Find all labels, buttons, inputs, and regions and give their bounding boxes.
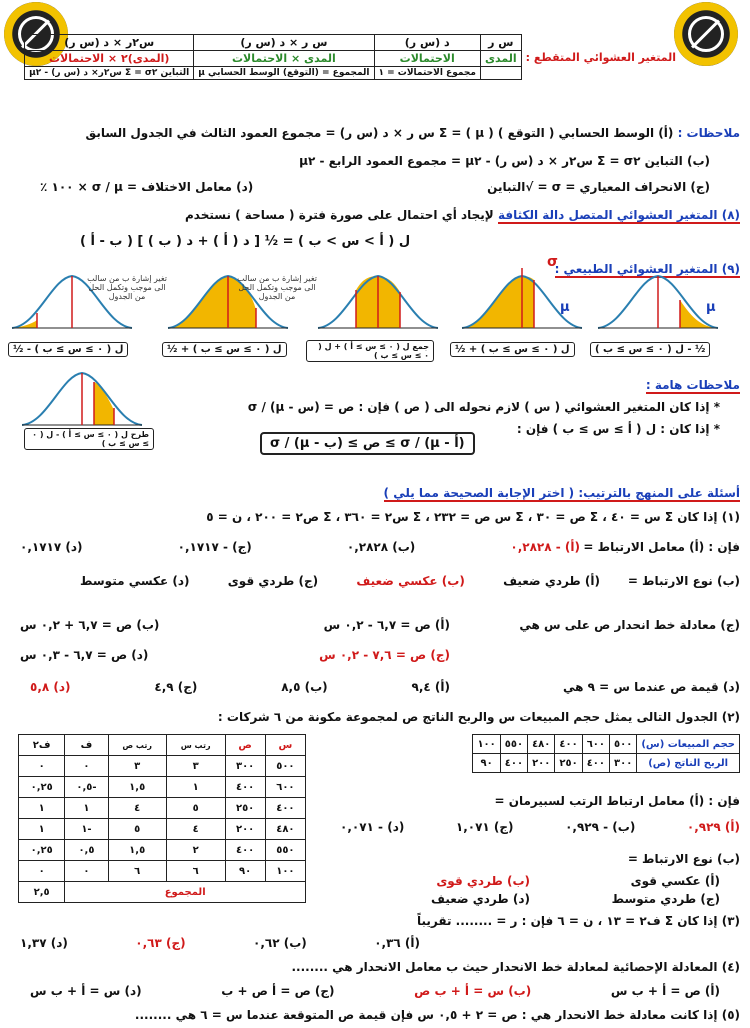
profit-cell: ٢٥٠: [555, 754, 582, 773]
mu-label-2: μ: [706, 300, 716, 315]
profit-cell: ٤٠٠: [500, 754, 527, 773]
curve-box-6: طرح ل ( ٠ ≥ س ≥ أ ) - ل ( ٠ ≥ س ≥ ب ): [24, 428, 154, 450]
q1a-question: فإن : (أ) معامل الارتباط =: [583, 540, 740, 554]
important-title-line: [646, 378, 740, 392]
profit-cell: ٤٠٠: [582, 754, 609, 773]
table-total-row: [19, 882, 306, 903]
q2a-opt-d: (د) - ٠,٠٧١: [340, 820, 405, 834]
q4-options: [30, 984, 720, 998]
q1b-opt-c: (ج) طردي قوى: [227, 574, 319, 588]
col2-h1: د (س ر): [374, 35, 480, 51]
questions-title: أسئلة على المنهج بالترتيب: ( اختر الإجابة الصحيحة مما يلي ): [383, 486, 740, 500]
q4-opt-a: (أ) ص = أ + ب س: [610, 984, 720, 998]
profit-cell: ٢٠٠: [528, 754, 555, 773]
q1d-opt-b: (ب) ٨,٥: [281, 680, 328, 694]
s9-title: (٩) المتغير العشوائي الطبيعي :: [554, 262, 740, 276]
q2b-opt-b: (ب) طردي قوى: [436, 874, 530, 888]
q2a-question: فإن : (أ) معامل ارتباط الرتب لسبيرمان =: [494, 794, 740, 808]
q2a-opt-a: (أ) ٠,٩٢٩: [686, 820, 740, 834]
q1b-options: [80, 574, 600, 588]
rank-head: ص: [225, 735, 265, 756]
col1-h2: المدى: [480, 51, 521, 67]
q4-question: (٤) المعادلة الإحصائية لمعادلة خط الانحدار حيث ب معامل الانحدار هي ........: [291, 960, 740, 974]
total-value: ٢,٥: [19, 882, 65, 903]
rank-head: رتب س: [166, 735, 225, 756]
sales-cell: ٦٠٠: [582, 735, 609, 754]
questions-title-line: [384, 486, 740, 500]
q3-options: [20, 936, 420, 950]
important-box: (أ - μ) / σ ≥ ص ≥ (ب - μ) / σ: [260, 436, 475, 451]
q1b-opt-a: (أ) طردي ضعيف: [503, 574, 600, 588]
note-a: (أ) الوسط الحسابي ( التوقع ) ( μ ) = Σ س ر × د (س ر) = مجموع العمود الثالث في الجدول السابق: [85, 126, 674, 140]
s8-formula: ل ( أ > س > ب ) = ½ [ د ( أ ) + د ( ب ) ] ( ب - أ ): [80, 234, 411, 249]
q1d-options: [30, 680, 450, 694]
q2a-opt-b: (ب) - ٠,٩٢٩: [565, 820, 636, 834]
important-l1: * إذا كان المتغير العشوائي ( س ) لازم نحوله الى ( ص ) فإن : ص = (س - μ) / σ: [247, 400, 720, 414]
rank-head: رتب ص: [108, 735, 166, 756]
profit-label: الربح الناتج (ص): [637, 754, 740, 773]
q1a-options: [20, 540, 580, 554]
note-c: (ج) الانحراف المعياري = σ = √التباين: [487, 180, 710, 194]
q1b-opt-b: (ب) عكسي ضعيف: [356, 574, 465, 588]
q3-question: (٣) إذا كان Σ ف٢ = ١٣ ، ن = ٦ فإن : ر = ........ تقريباً: [416, 914, 740, 928]
note-b: (ب) التباين σ٢ = Σ س٢ر × د (س ر) - μ٢ = مجموع العمود الرابع - μ٢: [299, 154, 710, 168]
table-row: ٤٠٠ ٢٥٠ ٥ ٤ ١ ١: [19, 798, 306, 819]
q1c-opt-d: (د) ص = ٦,٧ - ٠,٣ س: [20, 648, 149, 662]
q1-stem: (١) إذا كان Σ س = ٤٠ ، Σ ص = ٣٠ ، Σ س ص = ٢٣٢ ، Σ س٢ = ٣٦٠ ، Σ ص٢ = ٢٠٠ ، ن = ٥: [206, 510, 740, 524]
q2a-opt-c: (ج) ١,٠٧١: [455, 820, 514, 834]
discrete-variable-table: [29, 34, 680, 80]
normal-curve-4: [462, 268, 582, 328]
q1a-opt-d: (د) ٠,١٧١٧: [20, 540, 83, 554]
q3-opt-b: (ب) ٠,٦٢: [253, 936, 307, 950]
sales-table: [472, 734, 740, 773]
row3-c2: مجموع الاحتمالات = ١: [374, 67, 480, 80]
normal-curve-3: [318, 276, 438, 328]
q1a-opt-c: (ج) - ٠,١٧١٧: [177, 540, 252, 554]
q1a-opt-a: (أ) - ٠,٢٨٢٨: [510, 540, 580, 554]
curve-box-4: ل ( ٠ ≥ س ≥ ب ) + ½: [450, 344, 575, 355]
col4-h2: (المدى)٢ × الاحتمالات: [25, 51, 194, 67]
q1d-opt-a: (أ) ٩,٤: [411, 680, 450, 694]
q1d-question: (د) قيمة ص عندما س = ٩ هي: [563, 680, 740, 694]
table-row: ١٠٠ ٩٠ ٦ ٦ ٠ ٠: [19, 861, 306, 882]
q2b-opt-d: (د) طردي ضعيف: [431, 892, 530, 906]
section-title: المتغير العشوائي المتقطع :: [525, 50, 676, 64]
q2a-options: [340, 820, 740, 834]
q2b-opt-c: (ج) طردي متوسط: [611, 892, 720, 906]
row3-c3: المجموع = (التوقع) الوسط الحسابي μ: [194, 67, 374, 80]
sales-cell: ٥٥٠: [500, 735, 527, 754]
sales-label: حجم المبيعات (س): [637, 735, 740, 754]
rank-head: س: [265, 735, 305, 756]
q4-opt-c: (ج) ص = أ ص + ب: [221, 984, 335, 998]
q1b-question: (ب) نوع الارتباط =: [627, 574, 740, 588]
q1c-opt-a: (أ) ص = ٦,٧ - ٠,٢ س: [323, 618, 450, 632]
curve-note-2: تغير إشارة ب من سالب الى موجب وتكمل الحل من الجدول: [237, 274, 317, 301]
rank-head: ف: [65, 735, 108, 756]
sales-cell: ٥٠٠: [610, 735, 637, 754]
sales-cell: ٤٠٠: [555, 735, 582, 754]
notes-label: ملاحظات :: [677, 126, 740, 140]
q5-question: (٥) إذا كانت معادلة خط الانحدار هي : ص = ٢ + ٠,٥ س فإن قيمة ص المتوقعة عندما س = ٦ هي ........: [134, 1008, 740, 1022]
q1d-opt-c: (ج) ٤,٩: [154, 680, 198, 694]
q4-opt-b: (ب) س = أ + ب ص: [414, 984, 532, 998]
row3-c4: التباين σ٢ = Σ س٢ر× د (س ر) - μ٢: [25, 67, 194, 80]
s8-text: لإيجاد أي احتمال على صورة فترة ( مساحة ) نستخدم: [184, 208, 494, 222]
q1c-opt-b: (ب) ص = ٦,٧ + ٠,٢ س: [20, 618, 160, 632]
normal-curve-5: [598, 276, 718, 328]
table-row: ٦٠٠ ٤٠٠ ١ ١,٥ -٠,٥ ٠,٢٥: [19, 777, 306, 798]
notes-a-line: [10, 126, 740, 140]
col2-h2: الاحتمالات: [374, 51, 480, 67]
q1c-opt-c: (ج) ص = ٧,٦ - ٠,٢ س: [319, 648, 450, 662]
col3-h1: س ر × د (س ر): [194, 35, 374, 51]
curve-box-2: ل ( ٠ ≥ س ≥ ب ) + ½: [162, 344, 287, 355]
q3-opt-c: (ج) ٠,٦٣: [135, 936, 186, 950]
q2b-opt-a: (أ) عكسي قوى: [630, 874, 720, 888]
curve-box-3: جمع ل ( ٠ ≥ س ≥ أ ) + ل ( ٠ ≥ س ≥ ب ): [306, 340, 434, 362]
rank-head: ف٢: [19, 735, 65, 756]
total-label: المجموع: [65, 882, 306, 903]
q1a-opt-b: (ب) ٠,٢٨٢٨: [346, 540, 416, 554]
q4-opt-d: (د) س = أ + ب س: [30, 984, 142, 998]
sales-cell: ١٠٠: [473, 735, 500, 754]
col1-h1: س ر: [480, 35, 521, 51]
profit-cell: ٩٠: [473, 754, 500, 773]
sigma-label: σ: [547, 254, 558, 270]
table-row: ٥٠٠ ٣٠٠ ٣ ٣ ٠ ٠: [19, 756, 306, 777]
curve-note-1: تغير إشارة ب من سالب الى موجب وتكمل الحل من الجدول: [87, 274, 167, 301]
q3-opt-a: (أ) ٠,٣٦: [374, 936, 420, 950]
important-l2: * إذا كان : ل ( أ ≥ س ≥ ب ) فإن :: [516, 422, 720, 436]
q2-stem: (٢) الجدول التالى يمثل حجم المبيعات س والربح الناتج ص لمجموعة مكونة من ٦ شركات :: [217, 710, 740, 724]
q1c-question: (ج) معادلة خط انحدار ص على س هي: [519, 618, 740, 632]
q1b-opt-d: (د) عكسي متوسط: [80, 574, 190, 588]
s8-title: (٨) المتغير العشوائي المتصل دالة الكثافة: [497, 208, 740, 222]
col3-h2: المدى × الاحتمالات: [194, 51, 374, 67]
q3-opt-d: (د) ١,٣٧: [20, 936, 68, 950]
rank-table: [18, 734, 306, 903]
table-row: ٤٨٠ ٢٠٠ ٤ ٥ -١ ١: [19, 819, 306, 840]
watermark-seal-right: [674, 2, 738, 66]
mu-label-1: μ: [560, 300, 570, 315]
table-row: ٥٥٠ ٤٠٠ ٢ ١,٥ ٠,٥ ٠,٢٥: [19, 840, 306, 861]
note-d: (د) معامل الاختلاف = σ / μ × ١٠٠ ٪: [40, 180, 254, 194]
profit-cell: ٣٠٠: [610, 754, 637, 773]
sales-cell: ٤٨٠: [528, 735, 555, 754]
row3-c1: [480, 67, 521, 80]
normal-curve-6: [22, 370, 152, 430]
q2b-question: (ب) نوع الارتباط =: [627, 852, 740, 866]
curve-box-1: ل ( ٠ ≥ س ≥ ب ) - ½: [8, 344, 128, 355]
q1d-opt-d: (د) ٥,٨: [30, 680, 71, 694]
col4-h1: س٢ر × د (س ر): [25, 35, 194, 51]
important-title: ملاحظات هامة :: [645, 378, 740, 392]
curve-box-5: ½ - ل ( ٠ ≥ س ≥ ب ): [590, 344, 710, 355]
s8-line: [10, 208, 740, 222]
